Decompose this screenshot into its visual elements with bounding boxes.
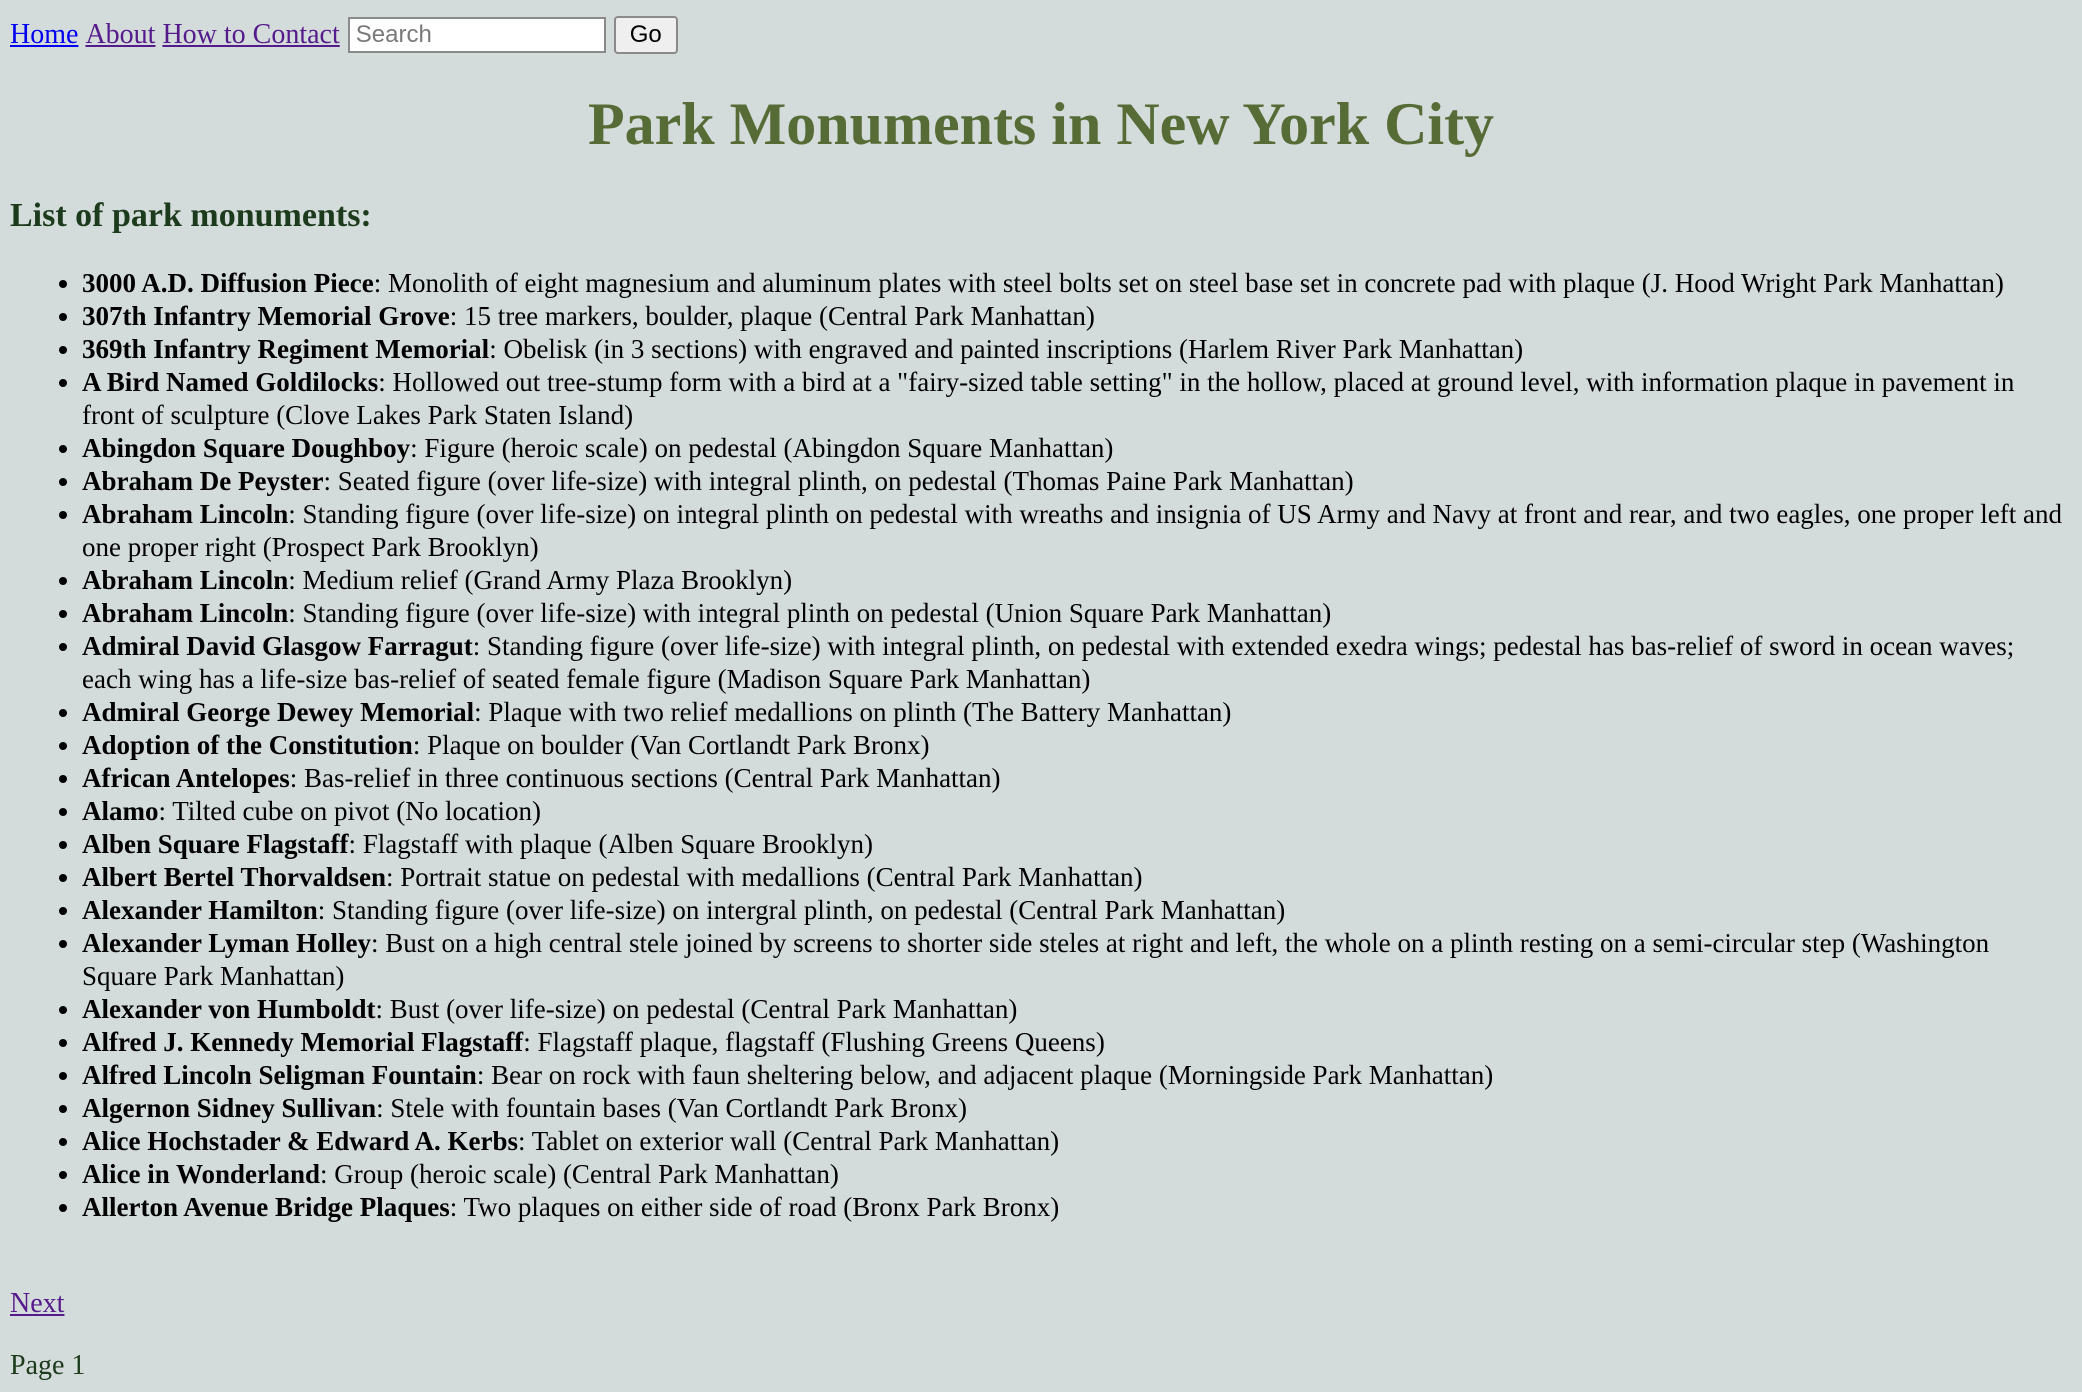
- monument-name: Allerton Avenue Bridge Plaques: [82, 1192, 450, 1222]
- monument-description: : Monolith of eight magnesium and aluminum plates with steel bolts set on steel base set in concrete pad with plaque (J. Hood Wright Park Manhattan): [373, 268, 2004, 298]
- monument-description: : Group (heroic scale) (Central Park Manhattan): [320, 1159, 839, 1189]
- list-item: [82, 993, 2062, 1026]
- page-title: Park Monuments in New York City: [587, 91, 1495, 157]
- page-indicator: Page 1: [10, 1350, 86, 1381]
- monument-name: Alice in Wonderland: [82, 1159, 321, 1189]
- monument-name: Abraham Lincoln: [82, 598, 289, 628]
- monument-description: : 15 tree markers, boulder, plaque (Central Park Manhattan): [449, 301, 1095, 331]
- list-item: [82, 432, 2062, 465]
- monument-description: : Standing figure (over life-size) with integral plinth on pedestal (Union Square Park Manhattan): [288, 598, 1332, 628]
- monument-name: Abraham De Peyster: [82, 466, 324, 496]
- list-item: [82, 762, 2062, 795]
- monument-name: Adoption of the Constitution: [82, 730, 413, 760]
- list-item: [82, 795, 2062, 828]
- nav-link-home[interactable]: Home: [10, 19, 79, 50]
- monument-name: African Antelopes: [82, 763, 290, 793]
- list-item: [82, 1191, 2062, 1224]
- monument-name: Abraham Lincoln: [82, 499, 289, 529]
- monument-description: : Bust (over life-size) on pedestal (Central Park Manhattan): [375, 994, 1018, 1024]
- monument-name: Algernon Sidney Sullivan: [82, 1093, 377, 1123]
- monument-description: : Bear on rock with faun sheltering below, and adjacent plaque (Morningside Park Manhattan): [476, 1060, 1494, 1090]
- list-item: [82, 366, 2062, 432]
- monument-description: : Flagstaff plaque, flagstaff (Flushing Greens Queens): [523, 1027, 1105, 1057]
- monument-name: Alben Square Flagstaff: [82, 829, 349, 859]
- list-item: [82, 267, 2062, 300]
- monument-name: 307th Infantry Memorial Grove: [82, 301, 450, 331]
- monument-list: [0, 267, 2062, 1224]
- monument-name: 369th Infantry Regiment Memorial: [82, 334, 490, 364]
- go-button[interactable]: Go: [614, 16, 678, 54]
- monument-name: Alamo: [82, 796, 159, 826]
- monument-description: : Seated figure (over life-size) with integral plinth, on pedestal (Thomas Paine Park Manhattan): [323, 466, 1354, 496]
- monument-name: Alexander von Humboldt: [82, 994, 376, 1024]
- monument-description: : Bust on a high central stele joined by screens to shorter side steles at right and left, the whole on a plinth resting on a semi-circular step (Washington Square Park Manhattan): [82, 928, 1990, 991]
- monument-description: : Tablet on exterior wall (Central Park Manhattan): [517, 1126, 1060, 1156]
- list-item: [82, 498, 2062, 564]
- list-item: [82, 1026, 2062, 1059]
- list-item: [82, 1059, 2062, 1092]
- list-item: [82, 861, 2062, 894]
- list-item: [82, 1092, 2062, 1125]
- monument-description: : Standing figure (over life-size) with integral plinth, on pedestal with extended exedra wings; pedestal has bas-relief of sword in ocean waves; each wing has a life-size bas-relief of seated female figure (Madison Square Park Manhattan): [82, 631, 2015, 694]
- list-item: [82, 927, 2062, 993]
- list-item: [82, 696, 2062, 729]
- monument-name: Admiral David Glasgow Farragut: [82, 631, 473, 661]
- search-input[interactable]: [348, 17, 606, 53]
- list-item: [82, 465, 2062, 498]
- monument-description: : Plaque with two relief medallions on plinth (The Battery Manhattan): [474, 697, 1232, 727]
- monument-description: : Standing figure (over life-size) on intergral plinth, on pedestal (Central Park Manhattan): [317, 895, 1286, 925]
- list-item: [82, 564, 2062, 597]
- monument-name: Albert Bertel Thorvaldsen: [82, 862, 386, 892]
- monument-name: A Bird Named Goldilocks: [82, 367, 379, 397]
- list-item: [82, 1158, 2062, 1191]
- list-item: [82, 630, 2062, 696]
- list-item: [82, 894, 2062, 927]
- nav-link-about[interactable]: About: [85, 19, 156, 50]
- monument-description: : Bas-relief in three continuous sections (Central Park Manhattan): [289, 763, 1001, 793]
- next-page-link[interactable]: Next: [10, 1288, 65, 1319]
- monument-name: Abraham Lincoln: [82, 565, 289, 595]
- monument-name: Admiral George Dewey Memorial: [82, 697, 475, 727]
- monument-name: 3000 A.D. Diffusion Piece: [82, 268, 374, 298]
- top-nav: [10, 14, 678, 56]
- monument-description: : Two plaques on either side of road (Bronx Park Bronx): [449, 1192, 1060, 1222]
- monument-description: : Portrait statue on pedestal with medallions (Central Park Manhattan): [385, 862, 1143, 892]
- monument-description: : Plaque on boulder (Van Cortlandt Park Bronx): [412, 730, 930, 760]
- monument-name: Abingdon Square Doughboy: [82, 433, 411, 463]
- monument-description: : Tilted cube on pivot (No location): [158, 796, 541, 826]
- list-heading: List of park monuments:: [10, 197, 372, 234]
- list-item: [82, 597, 2062, 630]
- list-item: [82, 828, 2062, 861]
- monument-name: Alfred J. Kennedy Memorial Flagstaff: [82, 1027, 524, 1057]
- monument-name: Alice Hochstader & Edward A. Kerbs: [82, 1126, 518, 1156]
- monument-description: : Flagstaff with plaque (Alben Square Brooklyn): [348, 829, 873, 859]
- list-item: [82, 333, 2062, 366]
- list-item: [82, 729, 2062, 762]
- nav-link-how-to-contact[interactable]: How to Contact: [162, 19, 340, 50]
- monument-name: Alfred Lincoln Seligman Fountain: [82, 1060, 477, 1090]
- monument-description: : Hollowed out tree-stump form with a bird at a "fairy-sized table setting" in the hollow, placed at ground level, with information plaque in pavement in front of sculpture (Clove Lakes Park Staten Island): [82, 367, 2015, 430]
- list-item: [82, 300, 2062, 333]
- monument-name: Alexander Hamilton: [82, 895, 318, 925]
- monument-description: : Figure (heroic scale) on pedestal (Abingdon Square Manhattan): [410, 433, 1114, 463]
- monument-description: : Obelisk (in 3 sections) with engraved and painted inscriptions (Harlem River Park Manhattan): [489, 334, 1524, 364]
- monument-description: : Standing figure (over life-size) on integral plinth on pedestal with wreaths and insignia of US Army and Navy at front and rear, and two eagles, one proper left and one proper right (Prospect Park Brooklyn): [82, 499, 2062, 562]
- monument-name: Alexander Lyman Holley: [82, 928, 372, 958]
- monument-description: : Medium relief (Grand Army Plaza Brooklyn): [288, 565, 793, 595]
- monument-description: : Stele with fountain bases (Van Cortlandt Park Bronx): [376, 1093, 967, 1123]
- list-item: [82, 1125, 2062, 1158]
